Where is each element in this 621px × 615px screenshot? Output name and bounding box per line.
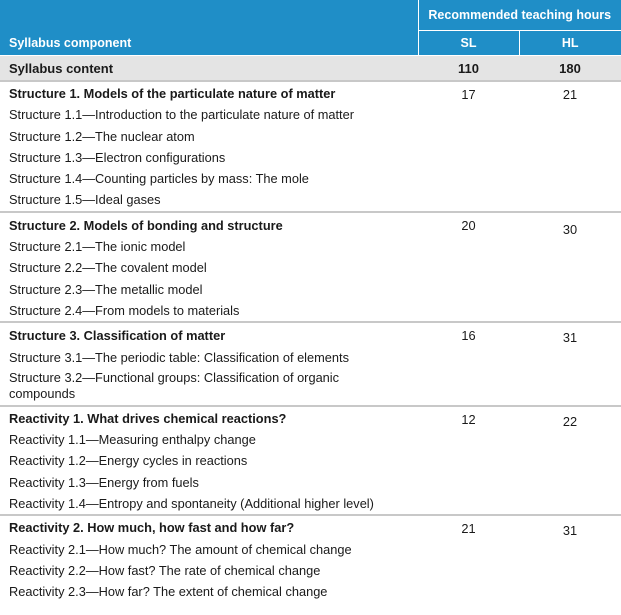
topic-item: Reactivity 1.2—Energy cycles in reactions bbox=[9, 453, 248, 469]
topic-item: Structure 1.4—Counting particles by mass: The mole bbox=[9, 171, 309, 187]
section-row bbox=[0, 322, 621, 406]
section-hl-hours: 30 bbox=[562, 221, 578, 237]
topic-item: Reactivity 1.4—Entropy and spontaneity (Additional higher level) bbox=[9, 496, 374, 512]
syllabus-content-row bbox=[0, 56, 621, 82]
syllabus-content-label: Syllabus content bbox=[0, 56, 418, 82]
topic-item: Structure 1.2—The nuclear atom bbox=[9, 128, 195, 144]
topic-item: Structure 3.1—The periodic table: Classification of elements bbox=[9, 349, 349, 365]
topic-item: Structure 2.3—The metallic model bbox=[9, 281, 203, 297]
section-sl-hours: 17 bbox=[461, 87, 476, 102]
section-title: Reactivity 2. How much, how fast and how far? bbox=[9, 520, 295, 536]
topic-item: Structure 2.2—The covalent model bbox=[9, 260, 207, 276]
section-row bbox=[0, 212, 621, 322]
syllabus-content-hl: 180 bbox=[519, 56, 621, 82]
topic-item: Structure 2.1—The ionic model bbox=[9, 239, 186, 255]
section-hl-hours: 21 bbox=[562, 87, 578, 102]
topic-item: Structure 1.3—Electron configurations bbox=[9, 149, 226, 165]
topic-item: Reactivity 1.3—Energy from fuels bbox=[9, 474, 199, 490]
section-sl-hours: 21 bbox=[461, 521, 476, 537]
sl-header: SL bbox=[418, 31, 519, 56]
section-title: Structure 1. Models of the particulate nature of matter bbox=[9, 86, 336, 101]
topic-item: Structure 1.5—Ideal gases bbox=[9, 192, 161, 208]
syllabus-component-header: Syllabus component bbox=[0, 0, 418, 56]
teaching-hours-header: Recommended teaching hours bbox=[418, 0, 621, 31]
section-title: Reactivity 1. What drives chemical reactions? bbox=[9, 410, 287, 426]
hl-header: HL bbox=[519, 31, 621, 56]
section-sl-hours: 12 bbox=[461, 411, 476, 427]
section-row bbox=[0, 515, 621, 602]
section-hl-hours: 31 bbox=[562, 330, 578, 346]
section-row bbox=[0, 406, 621, 515]
section-sl-hours: 20 bbox=[461, 217, 476, 233]
topic-item: Reactivity 2.3—How far? The extent of chemical change bbox=[9, 584, 328, 600]
syllabus-content-sl: 110 bbox=[418, 56, 519, 82]
topic-item: Reactivity 1.1—Measuring enthalpy change bbox=[9, 432, 256, 448]
section-hl-hours: 31 bbox=[562, 523, 578, 539]
section-row bbox=[0, 81, 621, 212]
topic-item: Structure 2.4—From models to materials bbox=[9, 302, 240, 318]
section-hl-hours: 22 bbox=[562, 413, 578, 429]
topic-item: Structure 1.1—Introduction to the particulate nature of matter bbox=[9, 107, 354, 123]
topic-item: Reactivity 2.1—How much? The amount of chemical change bbox=[9, 541, 352, 557]
section-title: Structure 2. Models of bonding and structure bbox=[9, 217, 283, 233]
section-sl-hours: 16 bbox=[461, 328, 476, 344]
topic-item: Reactivity 2.2—How fast? The rate of chemical change bbox=[9, 562, 321, 578]
section-title: Structure 3. Classification of matter bbox=[9, 328, 226, 344]
topic-item: Structure 3.2—Functional groups: Classification of organic compounds bbox=[9, 369, 340, 401]
